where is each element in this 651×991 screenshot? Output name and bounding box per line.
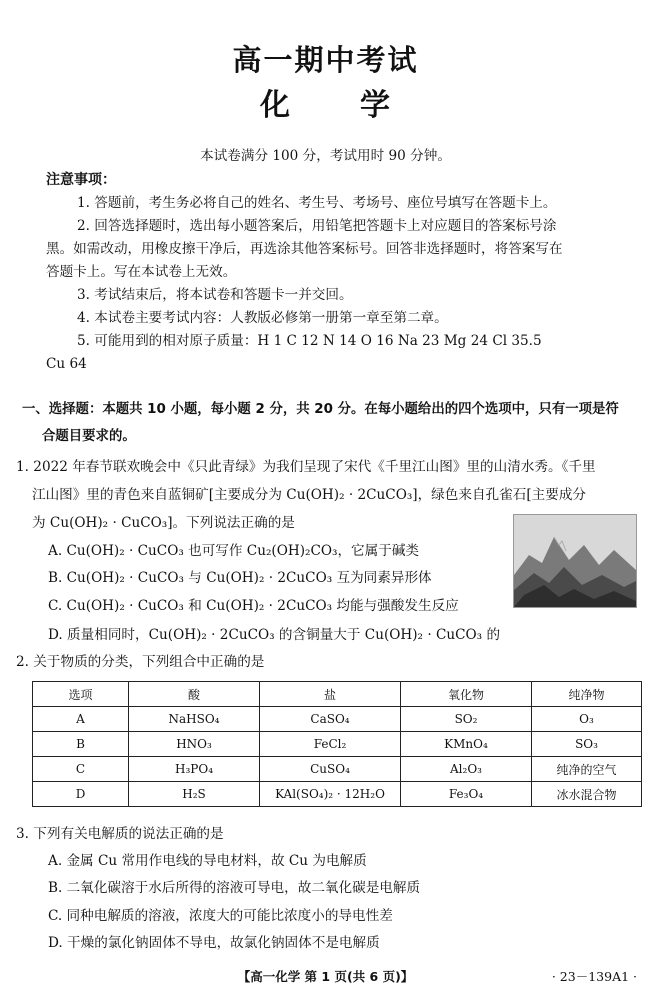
table-row — [33, 732, 642, 757]
note-line: 3. 考试结束后，将本试卷和答题卡一并交回。 — [77, 287, 353, 303]
subject-char-2: 学 — [360, 88, 391, 123]
q1-stem-line: 江山图》里的青色来自蓝铜矿[主要成分为 Cu(OH)₂ · 2CuCO₃]，绿色来自孔雀石[主要成分 — [32, 487, 587, 503]
q1-option-b: B. Cu(OH)₂ · CuCO₃ 与 Cu(OH)₂ · 2CuCO₃ 互为同素异形体 — [48, 570, 432, 586]
table-cell: C — [33, 757, 129, 782]
table-cell: O₃ — [532, 707, 642, 732]
table-cell: HNO₃ — [129, 732, 260, 757]
table-header-cell: 选项 — [33, 682, 129, 707]
section-heading-cont: 合题目要求的。 — [42, 429, 136, 444]
note-line: 黑。如需改动，用橡皮擦干净后，再选涂其他答案标号。回答非选择题时，将答案写在 — [46, 241, 563, 257]
exam-info: 本试卷满分 100 分，考试用时 90 分钟。 — [200, 148, 451, 164]
notes-heading: 注意事项： — [46, 172, 116, 188]
q1-stem-line: 1. 2022 年春节联欢晚会中《只此青绿》为我们呈现了宋代《千里江山图》里的山清水秀。《千里 — [16, 459, 596, 475]
table-cell: A — [33, 707, 129, 732]
table-cell: KMnO₄ — [401, 732, 532, 757]
note-line: 4. 本试卷主要考试内容：人教版必修第一册第一章至第二章。 — [77, 310, 448, 326]
q2-stem: 2. 关于物质的分类，下列组合中正确的是 — [16, 654, 265, 670]
q3-option-a: A. 金属 Cu 常用作电线的导电材料，故 Cu 为电解质 — [48, 853, 367, 869]
table-cell: B — [33, 732, 129, 757]
note-line: 2. 回答选择题时，选出每小题答案后，用铅笔把答题卡上对应题目的答案标号涂 — [77, 218, 557, 234]
table-cell: Fe₃O₄ — [401, 782, 532, 807]
q3-stem: 3. 下列有关电解质的说法正确的是 — [16, 826, 224, 842]
table-header-cell: 盐 — [260, 682, 401, 707]
table-cell: CaSO₄ — [260, 707, 401, 732]
subject-title — [0, 80, 651, 124]
subject-char-1: 化 — [260, 88, 291, 123]
table-cell: SO₃ — [532, 732, 642, 757]
table-row — [33, 757, 642, 782]
table-cell: 冰水混合物 — [532, 782, 642, 807]
q3-option-d: D. 干燥的氯化钠固体不导电，故氯化钠固体不是电解质 — [48, 935, 380, 951]
table-header-cell: 酸 — [129, 682, 260, 707]
note-line: 5. 可能用到的相对原子质量：H 1 C 12 N 14 O 16 Na 23 Mg 24 Cl 35.5 — [77, 333, 542, 349]
note-line: 答题卡上。写在本试卷上无效。 — [46, 264, 237, 280]
section-heading: 一、选择题：本题共 10 小题，每小题 2 分，共 20 分。在每小题给出的四个选项中，只有一项是符 — [22, 402, 619, 417]
q3-option-c: C. 同种电解质的溶液，浓度大的可能比浓度小的导电性差 — [48, 908, 393, 924]
table-cell: KAl(SO₄)₂ · 12H₂O — [260, 782, 401, 807]
landscape-painting-image — [513, 514, 637, 608]
table-cell: NaHSO₄ — [129, 707, 260, 732]
table-cell: FeCl₂ — [260, 732, 401, 757]
table-cell: H₂S — [129, 782, 260, 807]
q1-option-c: C. Cu(OH)₂ · CuCO₃ 和 Cu(OH)₂ · 2CuCO₃ 均能与强酸发生反应 — [48, 598, 459, 614]
classification-table — [32, 681, 642, 807]
table-cell: 纯净的空气 — [532, 757, 642, 782]
table-cell: CuSO₄ — [260, 757, 401, 782]
q1-stem-line: 为 Cu(OH)₂ · CuCO₃]。下列说法正确的是 — [32, 515, 295, 531]
exam-title: 高一期中考试 — [232, 43, 419, 77]
page-footer: 【高一化学 第 1 页(共 6 页)】 — [237, 969, 414, 984]
q3-option-b: B. 二氧化碳溶于水后所得的溶液可导电，故二氧化碳是电解质 — [48, 880, 421, 896]
table-cell: H₃PO₄ — [129, 757, 260, 782]
q1-option-d: D. 质量相同时，Cu(OH)₂ · 2CuCO₃ 的含铜量大于 Cu(OH)₂ · CuCO₃ 的 — [48, 627, 501, 643]
table-cell: Al₂O₃ — [401, 757, 532, 782]
note-line: 1. 答题前，考生务必将自己的姓名、考生号、考场号、座位号填写在答题卡上。 — [77, 195, 557, 211]
table-header-cell: 氧化物 — [401, 682, 532, 707]
table-cell: SO₂ — [401, 707, 532, 732]
table-header-cell: 纯净物 — [532, 682, 642, 707]
table-row — [33, 707, 642, 732]
table-row — [33, 782, 642, 807]
q1-option-a: A. Cu(OH)₂ · CuCO₃ 也可写作 Cu₂(OH)₂CO₃，它属于碱类 — [48, 543, 420, 559]
exam-code: · 23－139A1 · — [551, 969, 637, 984]
note-line: Cu 64 — [46, 356, 87, 372]
table-cell: D — [33, 782, 129, 807]
table-header-row — [33, 682, 642, 707]
